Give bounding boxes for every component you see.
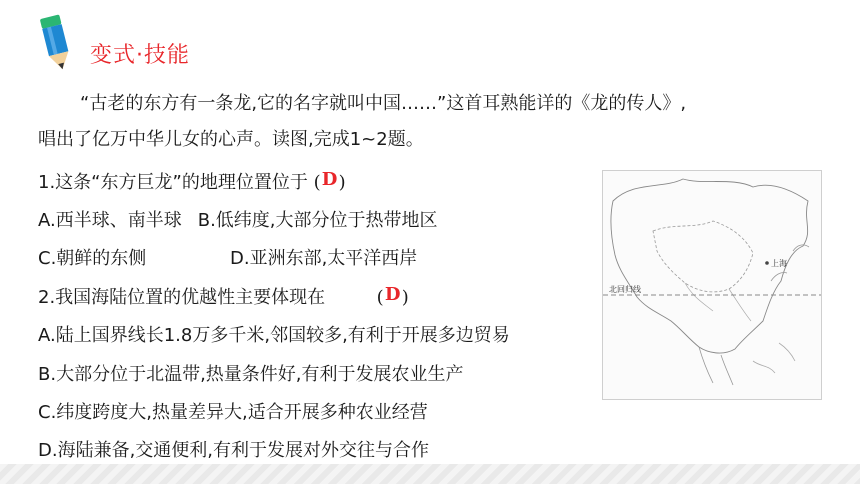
map-drawing bbox=[603, 171, 821, 399]
option-1b: B.低纬度,大部分位于热带地区 bbox=[197, 210, 438, 231]
answer-paren-open: ( bbox=[376, 287, 384, 308]
option-2a: A.陆上国界线长1.8万多千米,邻国较多,有利于开展多边贸易 bbox=[38, 325, 510, 346]
answer-paren-close: ) bbox=[338, 172, 346, 193]
shanghai-label: 上海 bbox=[771, 259, 787, 268]
option-2d: D.海陆兼备,交通便利,有利于发展对外交往与合作 bbox=[38, 440, 430, 461]
question-2-stem bbox=[38, 284, 409, 309]
question-1-options-row-1 bbox=[38, 210, 438, 232]
option-1a: A.西半球、南半球 bbox=[38, 210, 182, 231]
option-1c: C.朝鲜的东侧 bbox=[38, 248, 147, 269]
section-title: 变式·技能 bbox=[90, 43, 190, 68]
question-2-answer: D bbox=[384, 284, 401, 305]
option-2c: C.纬度跨度大,热量差异大,适合开展多种农业经营 bbox=[38, 402, 428, 423]
answer-paren-close: ) bbox=[401, 287, 409, 308]
question-1-options-row-2 bbox=[38, 248, 417, 270]
question-1-answer: D bbox=[321, 169, 338, 190]
option-1d: D.亚洲东部,太平洋西岸 bbox=[230, 248, 418, 269]
answer-paren-open: ( bbox=[313, 172, 321, 193]
option-2b: B.大部分位于北温带,热量条件好,有利于发展农业生产 bbox=[38, 364, 464, 385]
question-2-text: 2.我国海陆位置的优越性主要体现在 bbox=[38, 287, 326, 308]
pencil-icon bbox=[34, 12, 78, 74]
question-1-stem bbox=[38, 169, 346, 194]
decorative-bottom-strip bbox=[0, 464, 860, 484]
question-1-text: 1.这条“东方巨龙”的地理位置位于 bbox=[38, 172, 308, 193]
intro-line-2: 唱出了亿万中华儿女的心声。读图,完成1~2题。 bbox=[38, 129, 424, 150]
tropic-label: 北回归线 bbox=[609, 285, 641, 294]
intro-line-1: “古老的东方有一条龙,它的名字就叫中国……”这首耳熟能详的《龙的传人》, bbox=[80, 93, 687, 114]
map-figure bbox=[602, 170, 822, 400]
